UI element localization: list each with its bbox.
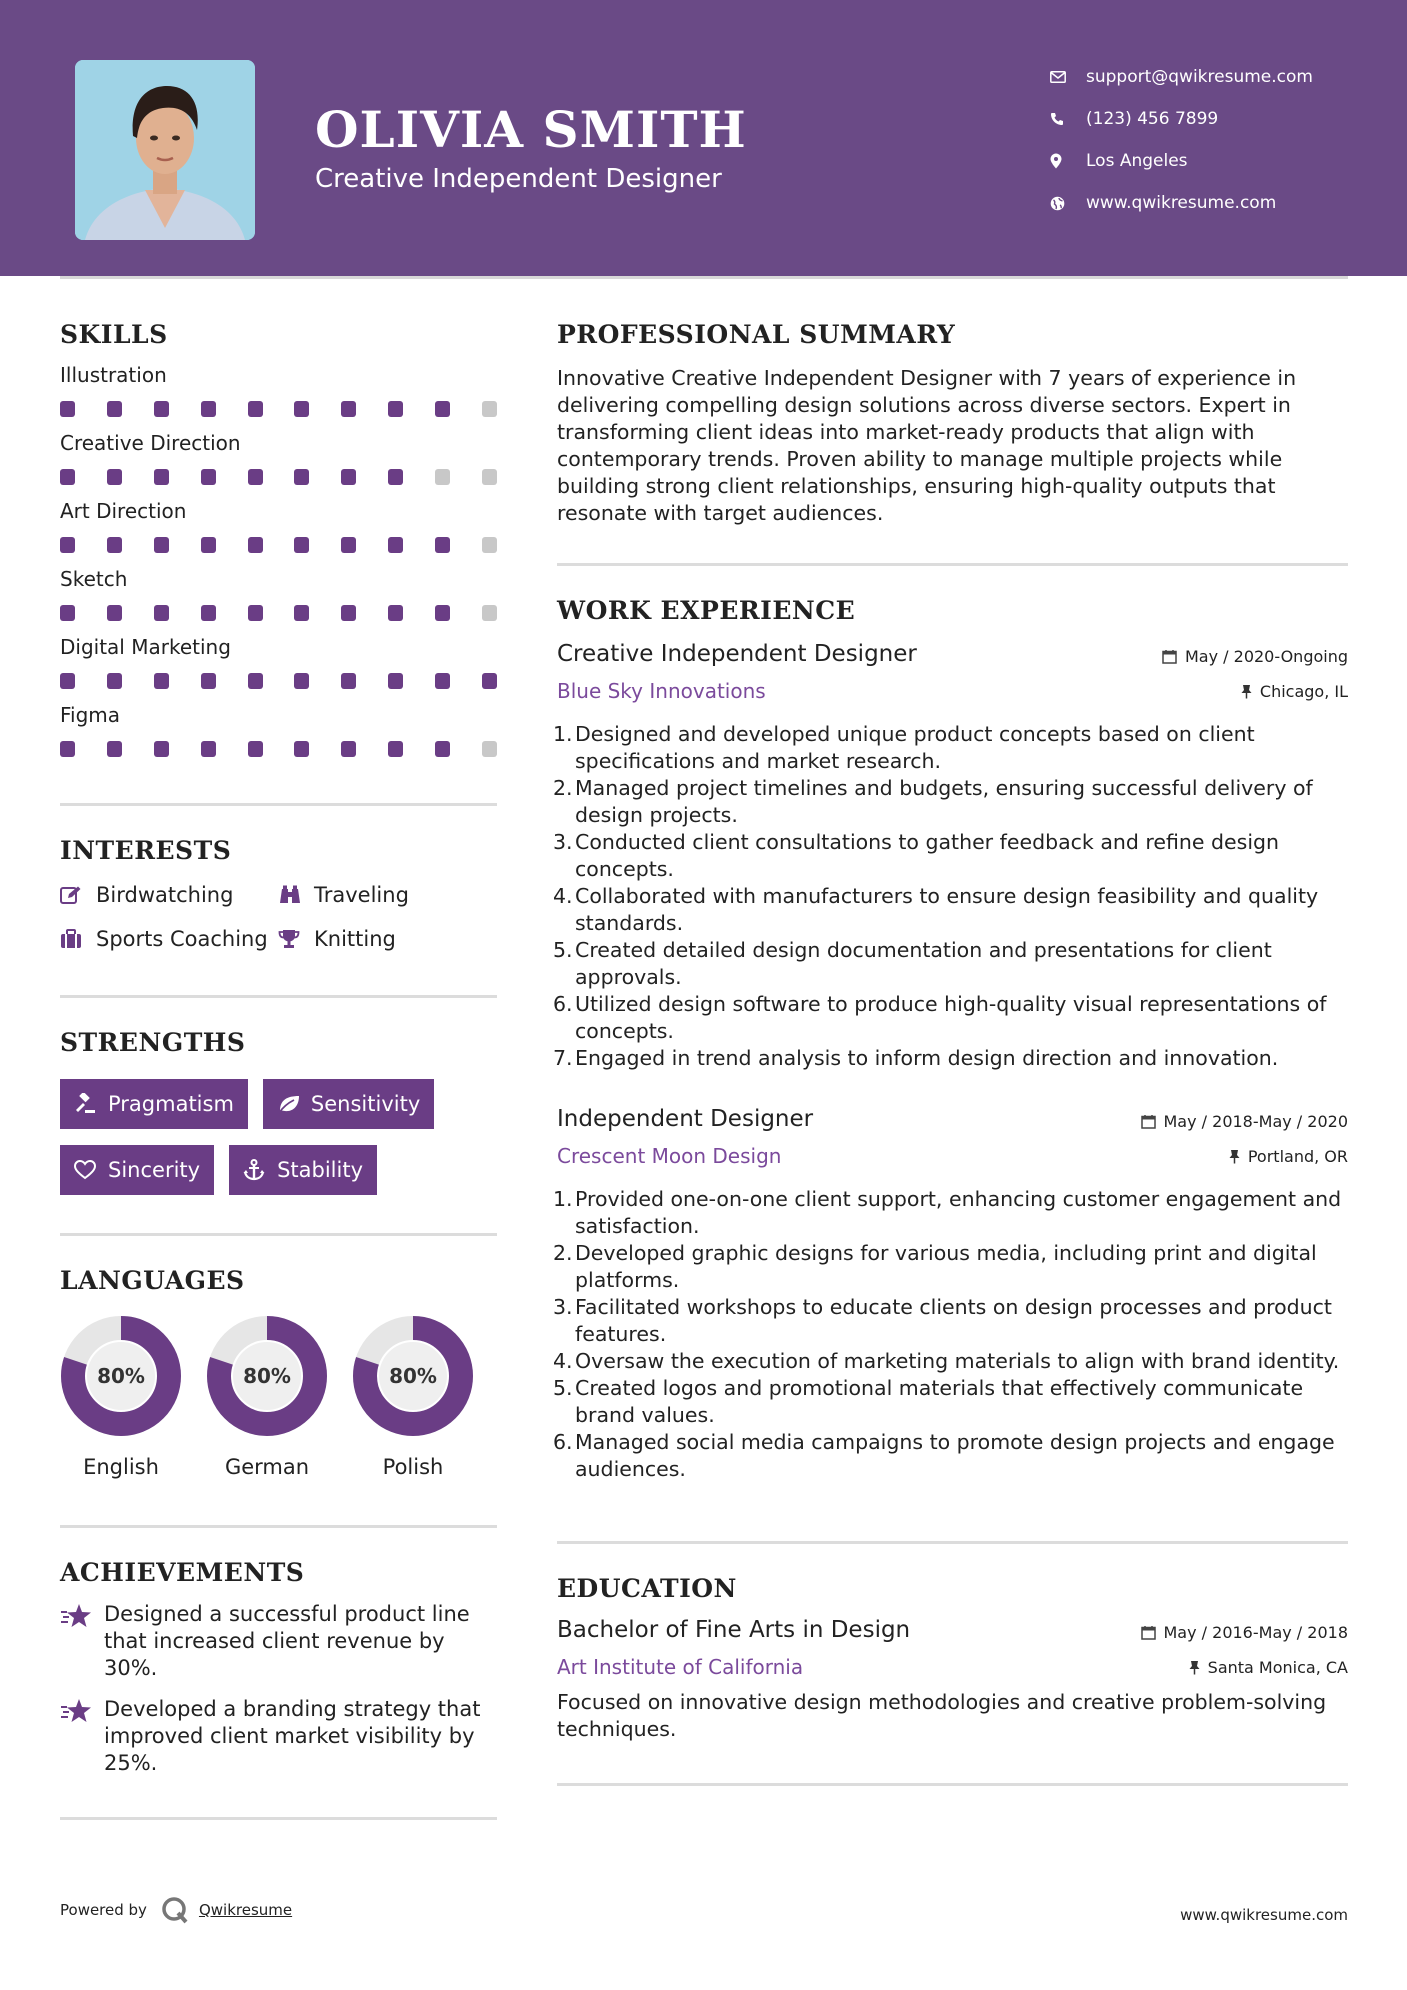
strength-badge [263,1079,434,1129]
language-item [60,1315,182,1479]
skill-name: Sketch [60,567,128,591]
skill-rating-dot [248,605,263,621]
interest-label: Sports Coaching [96,927,268,951]
experience-title: WORK EXPERIENCE [557,596,856,625]
skill-rating-dot [248,741,263,757]
skill-rating-dot [60,401,75,417]
strengths-section [60,1028,497,1195]
footer-website[interactable]: www.qwikresume.com [1180,1906,1348,1924]
skill-rating [60,741,497,757]
summary-section [557,320,1348,527]
education-title: EDUCATION [557,1574,737,1603]
education-location [1189,1658,1348,1677]
skill-rating-dot [60,741,75,757]
skill-rating-dot [482,673,497,689]
resume-header [0,0,1407,276]
skill-rating-dot [60,469,75,485]
section-divider [60,1817,497,1820]
powered-by-text: Powered by [60,1901,147,1919]
interest-item [278,927,498,951]
contact-website[interactable] [1050,182,1313,224]
strength-label: Stability [277,1158,364,1182]
skill-rating-dot [60,673,75,689]
skill-rating-dot [154,401,169,417]
skill-rating-dot [294,605,309,621]
skill-rating-dot [248,469,263,485]
interest-label: Traveling [314,883,409,907]
interests-section [60,836,497,951]
education-date-text: May / 2016-May / 2018 [1163,1623,1348,1642]
interest-label: Birdwatching [96,883,234,907]
strengths-title: STRENGTHS [60,1028,246,1057]
job-location-text: Chicago, IL [1259,681,1348,701]
contact-location [1050,140,1313,182]
phone-icon [1050,112,1086,126]
skill-rating-dot [341,605,356,621]
language-ring [206,1315,328,1437]
skill-rating [60,401,497,417]
skill-rating-dot [294,537,309,553]
job-bullet: Designed and developed unique product concepts based on client specifications and market research. [575,722,1255,773]
interest-item [278,883,498,907]
skill-rating-dot [435,401,450,417]
interest-label: Knitting [314,927,396,951]
language-percent: 80% [97,1364,145,1388]
skill-rating-dot [435,741,450,757]
contact-location-text: Los Angeles [1086,151,1188,171]
job-bullets [557,1186,1348,1483]
qwikresume-link[interactable]: Qwikresume [198,1901,293,1919]
footer-powered-by [60,1896,292,1924]
skill-rating [60,469,497,485]
skill-rating-dot [341,537,356,553]
section-divider [60,803,497,806]
interest-item [60,927,278,951]
star-icon [60,1696,104,1728]
star-icon [60,1601,104,1633]
job-location [1241,682,1348,701]
skill-rating-dot [388,741,403,757]
strength-label: Pragmatism [108,1092,234,1116]
job-date [1162,647,1348,666]
language-name: Polish [382,1455,444,1479]
job-entry [557,641,1348,1072]
job-bullets [557,721,1348,1072]
language-percent: 80% [389,1364,437,1388]
pushpin-icon [1229,1149,1240,1164]
strength-badge [60,1079,248,1129]
achievement-item [60,1696,497,1777]
skill-rating-dot [388,605,403,621]
company-name: Crescent Moon Design [557,1144,782,1168]
skill-rating-dot [388,469,403,485]
section-divider [557,1541,1348,1544]
achievement-text: Developed a branding strategy that improved client market visibility by 25%. [104,1697,481,1775]
job-title: Independent Designer [557,1106,814,1132]
job-bullet: Facilitated workshops to educate clients on design processes and product features. [575,1295,1332,1346]
section-divider [60,1525,497,1528]
section-divider [557,1783,1348,1786]
language-ring [352,1315,474,1437]
achievement-text: Designed a successful product line that increased client revenue by 30%. [104,1602,470,1680]
pushpin-icon [1241,684,1252,699]
skill-rating-dot [107,605,122,621]
skill-rating-dot [482,741,497,757]
skill-rating-dot [248,537,263,553]
skill-rating-dot [294,673,309,689]
skill-rating-dot [482,537,497,553]
skill-name: Creative Direction [60,431,241,455]
job-bullet: Provided one-on-one client support, enhancing customer engagement and satisfaction. [575,1187,1342,1238]
contact-website-text: www.qwikresume.com [1086,193,1277,213]
job-bullet: Managed social media campaigns to promote design projects and engage audiences. [575,1430,1335,1481]
job-bullet: Created detailed design documentation and presentations for client approvals. [575,938,1272,989]
education-location-text: Santa Monica, CA [1207,1657,1348,1677]
job-bullet: Collaborated with manufacturers to ensure design feasibility and quality standards. [575,884,1319,935]
right-column [557,320,1348,1786]
job-location [1229,1147,1348,1166]
contact-email-text: support@qwikresume.com [1086,67,1313,87]
envelope-icon [1050,71,1086,83]
strength-badge [60,1145,214,1195]
job-location-text: Portland, OR [1247,1146,1348,1166]
interest-item [60,883,278,907]
skill-rating-dot [60,605,75,621]
skill-rating-dot [294,741,309,757]
languages-list [60,1315,497,1479]
job-date [1141,1112,1349,1131]
skill-rating-dot [435,605,450,621]
strength-badge [229,1145,377,1195]
skill-rating-dot [341,469,356,485]
language-item [206,1315,328,1479]
skill-rating-dot [248,401,263,417]
skills-section [60,320,497,757]
job-bullet: Created logos and promotional materials that effectively communicate brand values. [575,1376,1304,1427]
strength-label: Sincerity [108,1158,201,1182]
skill-rating-dot [154,537,169,553]
heart-icon [74,1160,108,1180]
job-date-text: May / 2020-Ongoing [1185,647,1348,666]
skill-rating-dot [201,401,216,417]
qwikresume-logo-icon [161,1896,189,1924]
skill-rating-dot [435,673,450,689]
skill-rating-dot [201,673,216,689]
skill-name: Illustration [60,363,167,387]
header-divider [60,276,1348,279]
skill-rating-dot [154,605,169,621]
skill-rating-dot [201,469,216,485]
globe-icon [1050,196,1086,211]
languages-title: LANGUAGES [60,1266,245,1295]
education-section [557,1574,1348,1743]
edit-icon [60,885,96,905]
school-name: Art Institute of California [557,1655,804,1679]
trophy-icon [278,929,314,949]
skill-rating-dot [107,741,122,757]
language-name: German [224,1455,310,1479]
skill-rating-dot [388,401,403,417]
candidate-title: Creative Independent Designer [315,164,722,194]
skill-rating [60,673,497,689]
job-bullet: Developed graphic designs for various media, including print and digital platforms. [575,1241,1317,1292]
job-bullet: Conducted client consultations to gather feedback and refine design concepts. [575,830,1280,881]
contact-phone-text: (123) 456 7899 [1086,109,1219,129]
degree-title: Bachelor of Fine Arts in Design [557,1617,911,1643]
skill-rating-dot [341,401,356,417]
section-divider [60,1233,497,1236]
strength-label: Sensitivity [310,1092,421,1116]
suitcase-icon [60,929,96,949]
job-title: Creative Independent Designer [557,641,917,667]
summary-title: PROFESSIONAL SUMMARY [557,320,956,349]
company-name: Blue Sky Innovations [557,679,766,703]
job-bullet: Engaged in trend analysis to inform design direction and innovation. [575,1046,1279,1070]
location-pin-icon [1050,153,1086,169]
job-bullet: Managed project timelines and budgets, ensuring successful delivery of design projects. [575,776,1313,827]
languages-section [60,1266,497,1479]
left-column [60,320,497,1820]
summary-text: Innovative Creative Independent Designer with 7 years of experience in delivering compelling design solutions across diverse sectors. Expert in transforming client ideas into market-ready products that align with contemporary trends. Proven ability to manage multiple projects while building strong client relationships, ensuring high-quality outputs that resonate with target audiences. [557,366,1297,525]
skill-rating-dot [341,741,356,757]
skill-name: Digital Marketing [60,635,231,659]
skills-title: SKILLS [60,320,168,349]
skill-rating-dot [201,537,216,553]
section-divider [557,563,1348,566]
gavel-icon [74,1093,108,1115]
skill-rating-dot [435,469,450,485]
job-date-text: May / 2018-May / 2020 [1163,1112,1348,1131]
skill-rating-dot [154,469,169,485]
binoculars-icon [278,885,314,905]
skill-rating-dot [107,401,122,417]
skill-rating-dot [482,401,497,417]
education-description: Focused on innovative design methodologies and creative problem-solving techniques. [557,1690,1327,1741]
skill-rating-dot [388,673,403,689]
skill-rating-dot [248,673,263,689]
skill-rating-dot [482,605,497,621]
skill-rating-dot [294,469,309,485]
experience-section [557,596,1348,1483]
skill-rating-dot [107,469,122,485]
contact-list [1050,56,1313,224]
contact-phone[interactable] [1050,98,1313,140]
job-bullet: Oversaw the execution of marketing materials to align with brand identity. [575,1349,1340,1373]
calendar-icon [1141,1114,1156,1129]
skill-name: Art Direction [60,499,187,523]
job-entry [557,1106,1348,1483]
candidate-name: OLIVIA SMITH [315,100,747,159]
skill-rating-dot [107,673,122,689]
skill-name: Figma [60,703,121,727]
skill-rating [60,537,497,553]
calendar-icon [1162,649,1177,664]
language-percent: 80% [243,1364,291,1388]
skill-rating-dot [60,537,75,553]
language-ring [60,1315,182,1437]
skill-rating-dot [201,605,216,621]
anchor-icon [243,1159,277,1181]
job-bullet: Utilized design software to produce high-quality visual representations of concepts. [575,992,1327,1043]
language-name: English [83,1455,159,1479]
calendar-icon [1141,1625,1156,1640]
achievements-section [60,1558,497,1777]
skill-rating-dot [341,673,356,689]
skill-rating-dot [482,469,497,485]
contact-email[interactable] [1050,56,1313,98]
skill-rating [60,605,497,621]
interests-title: INTERESTS [60,836,232,865]
pushpin-icon [1189,1660,1200,1675]
achievement-item [60,1601,497,1682]
skill-rating-dot [294,401,309,417]
skill-rating-dot [388,537,403,553]
skill-rating-dot [201,741,216,757]
language-item [352,1315,474,1479]
skill-rating-dot [154,673,169,689]
skill-rating-dot [107,537,122,553]
achievements-title: ACHIEVEMENTS [60,1558,305,1587]
leaf-icon [277,1094,311,1114]
section-divider [60,995,497,998]
profile-photo [75,60,255,240]
skills-list [60,363,497,757]
skill-rating-dot [435,537,450,553]
skill-rating-dot [154,741,169,757]
education-date [1141,1623,1349,1642]
